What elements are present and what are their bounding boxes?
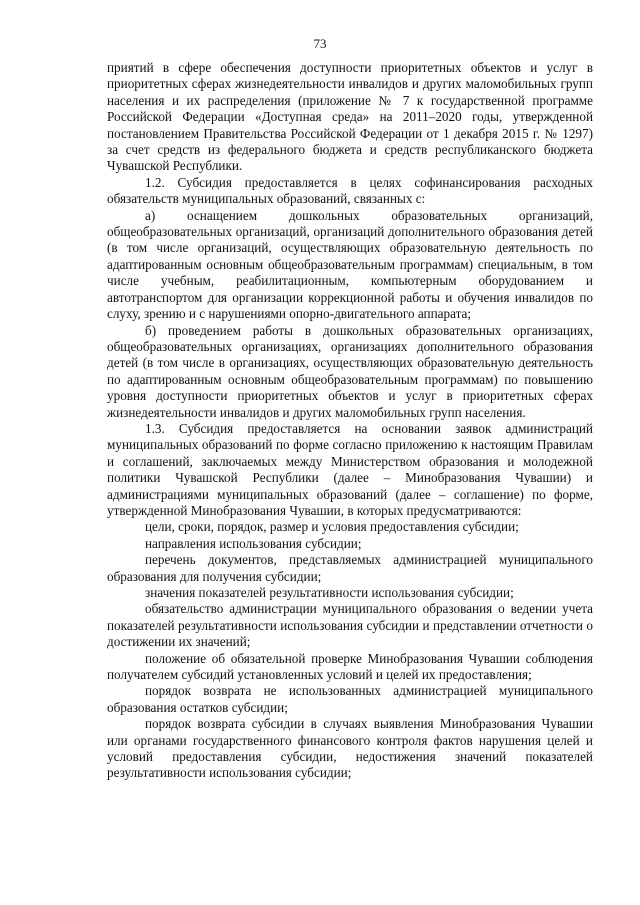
list-item: перечень документов, представляемых администрацией муниципального образования для получения субсидии;: [107, 552, 593, 584]
page-number: 73: [313, 36, 327, 51]
paragraph-1-2: 1.2. Субсидия предоставляется в целях софинансирования расходных обязательств муниципальных образований, связанных с:: [107, 174, 593, 207]
paragraph-1-3: 1.3. Субсидия предоставляется на основании заявок администраций муниципальных образований по форме согласно приложению к настоящим Правилам и соглашений, заключаемых между Министерством образования и молодежной политики Чувашской Республики (далее – Минобразования Чувашии) и администрациями муниципальных образований (далее – соглашение) по форме, утвержденной Минобразования Чувашии, в которых предусматриваются:: [107, 420, 593, 518]
page-body: [107, 60, 593, 782]
paragraph-item-b: б) проведением работы в дошкольных образовательных организациях, общеобразовательных организациях, организациях дополнительного образования детей (в том числе в организациях, осуществляющих образовательную деятельность по адаптированным основным общеобразовательным программам) по повышению уровня доступности приоритетных объектов и услуг в приоритетных сферах жизнедеятельности инвалидов и других маломобильных групп населения.: [107, 322, 593, 420]
list-item: значения показателей результативности использования субсидии;: [145, 585, 514, 600]
paragraph-continuation: приятий в сфере обеспечения доступности приоритетных объектов и услуг в приоритетных сферах жизнедеятельности инвалидов и других маломобильных групп населения и их распределения (приложение № 7 к государственной программе Российской Федерации «Доступная среда» на 2011–2020 годы, утвержденной постановлением Правительства Российской Федерации от 1 декабря 2015 г. № 1297) за счет средств из федерального бюджета и средств республиканского бюджета Чувашской Республики.: [107, 60, 593, 174]
list-item: обязательство администрации муниципального образования о ведении учета показателей результативности использования субсидии и представлении отчетности о достижении их значений;: [107, 601, 593, 650]
list-item: порядок возврата субсидии в случаях выявления Минобразования Чувашии или органами государственного финансового контроля фактов нарушения целей и условий предоставления субсидии, недостижения значений показателей результативности использования субсидии;: [107, 716, 593, 781]
list-item: цели, сроки, порядок, размер и условия предоставления субсидии;: [145, 519, 519, 535]
list-item: положение об обязательной проверке Минобразования Чувашии соблюдения получателем субсидий установленных условий и целей их предоставления;: [107, 650, 593, 683]
paragraph-item-a: а) оснащением дошкольных образовательных организаций, общеобразовательных организаций, организаций дополнительного образования детей (в том числе организаций, осуществляющих образовательную деятельность по адаптированным основным общеобразовательным программам) специальным, в том числе учебным, реабилитационным, компьютерным оборудованием и автотранспортом для организации коррекционной работы и обучения инвалидов по слуху, зрению и с нарушениями опорно-двигательного аппарата;: [107, 207, 593, 322]
list-item: направления использования субсидии;: [145, 535, 362, 551]
list-item: порядок возврата не использованных администрацией муниципального образования остатков субсидии;: [107, 683, 593, 715]
